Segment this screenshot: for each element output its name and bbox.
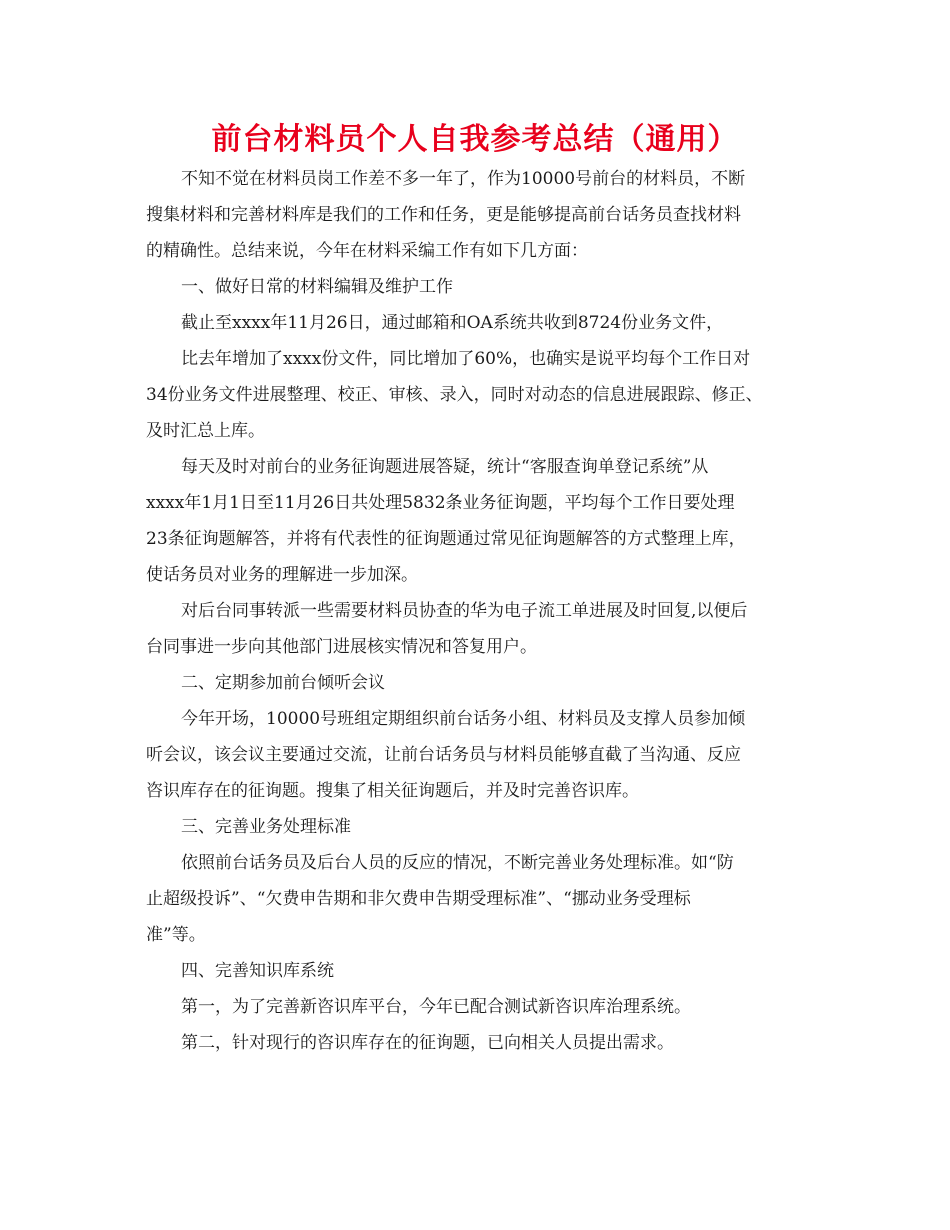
- text-line: 每天及时对前台的业务征询题进展答疑，统计“客服查询单登记系统”从: [181, 457, 709, 477]
- paragraph: [146, 449, 818, 593]
- paragraph: [146, 161, 818, 269]
- text-line: 止超级投诉”、“欠费申告期和非欠费申告期受理标准”、“挪动业务受理标: [146, 889, 691, 909]
- text-line: 依照前台话务员及后台人员的反应的情况，不断完善业务处理标准。如“防: [181, 853, 734, 873]
- text-line: 咨识库存在的征询题。搜集了相关征询题后，并及时完善咨识库。: [146, 781, 639, 801]
- text-line: 34份业务文件进展整理、校正、审核、录入，同时对动态的信息进展跟踪、修正、: [146, 385, 763, 405]
- section-heading: [146, 809, 818, 845]
- paragraph: [146, 1025, 818, 1061]
- text-line: xxxx年1月1日至11月26日共处理5832条业务征询题，平均每个工作日要处理: [146, 493, 735, 513]
- section-heading: [146, 665, 818, 701]
- paragraph: [146, 701, 818, 809]
- section-heading: [146, 953, 818, 989]
- text-line: 听会议，该会议主要通过交流，让前台话务员与材料员能够直截了当沟通、反应: [146, 745, 741, 765]
- text-line: 今年开场，10000号班组定期组织前台话务小组、材料员及支撑人员参加倾: [181, 709, 746, 729]
- text-line: 对后台同事转派一些需要材料员协查的华为电子流工单进展及时回复,以便后: [181, 601, 748, 621]
- text-line: 不知不觉在材料员岗工作差不多一年了，作为10000号前台的材料员，不断: [181, 169, 746, 189]
- text-line: 比去年增加了xxxx份文件，同比增加了60%，也确实是说平均每个工作日对: [181, 349, 751, 369]
- text-line: 截止至xxxx年11月26日，通过邮箱和OA系统共收到8724份业务文件，: [181, 313, 724, 333]
- text-line: 及时汇总上库。: [146, 421, 265, 441]
- paragraph: [146, 305, 818, 341]
- text-line: 四、完善知识库系统: [181, 961, 334, 981]
- section-heading: [146, 269, 818, 305]
- text-line: 使话务员对业务的理解进一步加深。: [146, 565, 418, 585]
- paragraph: [146, 593, 818, 665]
- text-line: 第一，为了完善新咨识库平台，今年已配合测试新咨识库治理系统。: [181, 997, 691, 1017]
- text-line: 的精确性。总结来说，今年在材料采编工作有如下几方面：: [146, 241, 588, 261]
- text-line: 二、定期参加前台倾听会议: [181, 673, 385, 693]
- text-line: 23条征询题解答，并将有代表性的征询题通过常见征询题解答的方式整理上库，: [146, 529, 746, 549]
- text-line: 搜集材料和完善材料库是我们的工作和任务，更是能够提高前台话务员查找材料: [146, 205, 741, 225]
- paragraph: [146, 341, 818, 449]
- text-line: 第二，针对现行的咨识库存在的征询题，已向相关人员提出需求。: [181, 1033, 674, 1053]
- text-line: 一、做好日常的材料编辑及维护工作: [181, 277, 453, 297]
- paragraph: [146, 845, 818, 953]
- text-line: 准”等。: [146, 925, 206, 945]
- document-title: 前台材料员个人自我参考总结（通用）: [211, 122, 739, 157]
- text-line: 台同事进一步向其他部门进展核实情况和答复用户。: [146, 637, 537, 657]
- paragraph: [146, 989, 818, 1025]
- document-body: [146, 161, 818, 1061]
- text-line: 三、完善业务处理标准: [181, 817, 351, 837]
